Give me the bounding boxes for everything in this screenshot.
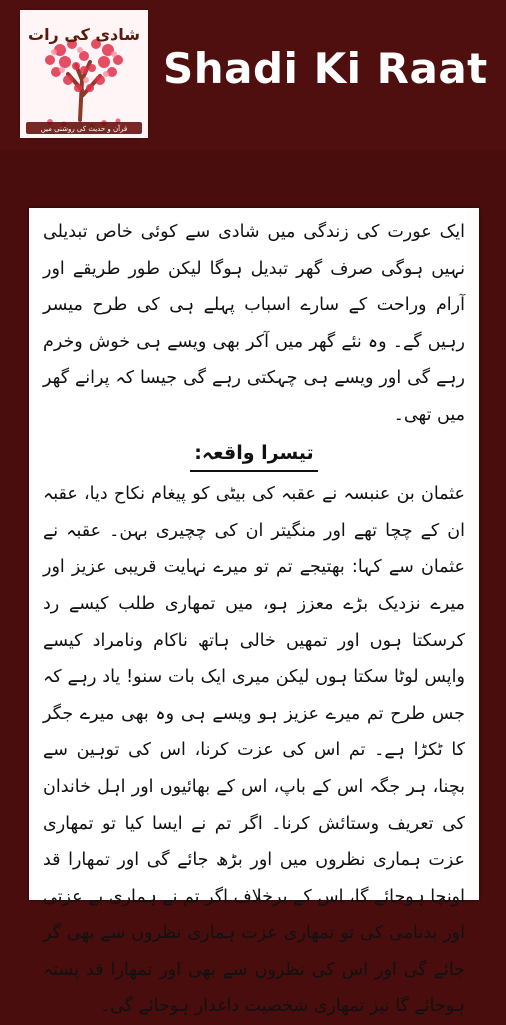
article-paragraph-1: ایک عورت کی زندگی میں شادی سے کوئی خاص تبدیلی نہیں ہوگی صرف گھر تبدیل ہوگا لیکن طور طریقے اور آرام وراحت کے سارے اسباب پہلے ہی کی طرح میسر رہیں گے۔ وہ نئے گھر میں آکر بھی ویسے ہی خوش وخرم رہے گی اور ویسے ہی چہکتی رہے گی جیسا کہ پرانے گھر میں تھی۔ <box>43 222 465 425</box>
app-logo <box>20 10 148 138</box>
section-heading-wrap <box>43 436 465 473</box>
heart-tree-icon <box>20 10 148 138</box>
logo-subtitle-text: قرآن و حدیث کی روشنی میں <box>40 125 128 133</box>
article-paragraph-2: عثمان بن عنبسہ نے عقبہ کی بیٹی کو پیغام نکاح دیا، عقبہ ان کے چچا تھے اور منگیتر ان کی چچیری بہن۔ عقبہ نے عثمان سے کہا: بھتیجے تم تو میرے نہایت قریبی عزیز اور میرے نزدیک بڑے معزز ہو، میں تمھاری طلب کیسے رد کرسکتا ہوں اور تمھیں خالی ہاتھ ناکام ونامراد کیسے واپس لوٹا سکتا ہوں لیکن میری ایک بات سنو! یاد رہے کہ جس طرح تم میرے عزیز ہو ویسے ہی وہ بھی میرے جگر کا ٹکڑا ہے۔ تم اس کی عزت کرنا، اس کی توہین سے بچنا، ہر جگہ اس کے باپ، اس کے بھائیوں اور اہل خاندان کی تعریف وستائش کرنا۔ اگر تم نے ایسا کیا تو تمھاری عزت ہماری نظروں میں اور بڑھ جائے گی اور تمھارا قد اونچا ہوجائے گا، اس کے برخلاف اگر تم نے ہماری بے عزتی اور بدنامی کی تو تمھاری عزت ہماری نظروں سے بھی گر جائے گی اور اس کی نظروں سے بھی اور تمھارا قد پستہ ہوجائے گا نیز تمھاری شخصیت داغدار ہوجائے گی۔ <box>43 484 466 1017</box>
article-page[interactable] <box>29 208 479 1017</box>
section-heading: تیسرا واقعہ: <box>190 436 317 472</box>
logo-title-text: شادی کی رات <box>27 25 141 44</box>
app-header <box>0 0 506 150</box>
article-content <box>29 208 479 1025</box>
app-title: Shadi Ki Raat <box>163 44 488 93</box>
